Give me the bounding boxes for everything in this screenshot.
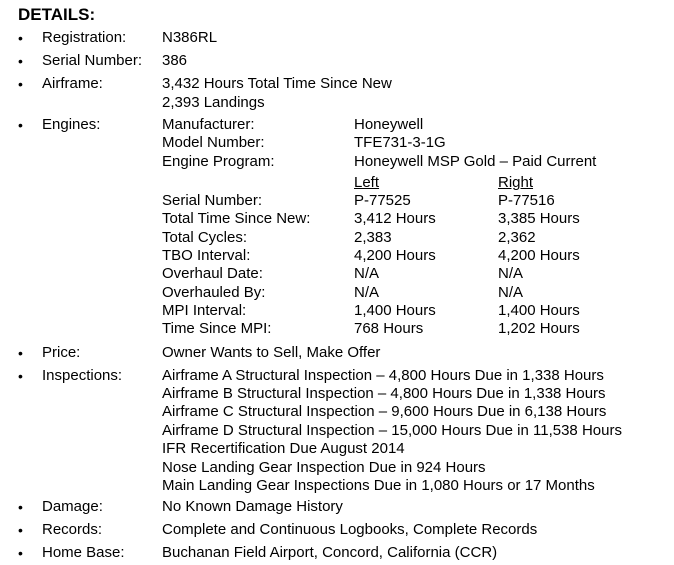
- row-label: Total Cycles:: [162, 229, 248, 246]
- bullet-icon: •: [18, 499, 23, 515]
- airframe-label: Airframe:: [42, 75, 103, 92]
- inspections-label: Inspections:: [42, 367, 123, 384]
- engine-program-value: Honeywell MSP Gold – Paid Current: [354, 153, 597, 170]
- engine-model-value: TFE731-3-1G: [354, 134, 446, 151]
- damage-label: Damage:: [42, 498, 103, 515]
- airframe-landings: 2,393 Landings: [162, 94, 265, 111]
- serial-number-label: Serial Number:: [42, 52, 143, 69]
- home-base-value: Buchanan Field Airport, Concord, California (CCR): [162, 544, 498, 561]
- registration-label: Registration:: [42, 29, 127, 46]
- engine-model-label: Model Number:: [162, 134, 265, 151]
- left-value: P-77525: [354, 192, 411, 209]
- bullet-icon: •: [18, 522, 23, 538]
- left-value: 1,400 Hours: [354, 302, 436, 319]
- right-value: 4,200 Hours: [498, 247, 580, 264]
- bullet-icon: •: [18, 345, 23, 361]
- bullet-icon: •: [18, 117, 23, 133]
- row-label: Total Time Since New:: [162, 210, 311, 227]
- inspection-line: Airframe C Structural Inspection – 9,600 Hours Due in 6,138 Hours: [162, 403, 607, 420]
- row-label: Time Since MPI:: [162, 320, 272, 337]
- price-label: Price:: [42, 344, 81, 361]
- row-label: MPI Interval:: [162, 302, 247, 319]
- left-engine-header: Left: [354, 174, 380, 191]
- left-value: 4,200 Hours: [354, 247, 436, 264]
- row-label: Overhauled By:: [162, 284, 266, 301]
- engine-manufacturer-value: Honeywell: [354, 116, 424, 133]
- inspection-line: Main Landing Gear Inspections Due in 1,080 Hours or 17 Months: [162, 477, 595, 494]
- left-value: 3,412 Hours: [354, 210, 436, 227]
- damage-value: No Known Damage History: [162, 498, 343, 515]
- records-label: Records:: [42, 521, 103, 538]
- engine-manufacturer-label: Manufacturer:: [162, 116, 255, 133]
- registration-value: N386RL: [162, 29, 218, 46]
- home-base-label: Home Base:: [42, 544, 125, 561]
- serial-number-value: 386: [162, 52, 188, 69]
- inspection-line: Airframe D Structural Inspection – 15,000 Hours Due in 11,538 Hours: [162, 422, 622, 439]
- inspection-line: Nose Landing Gear Inspection Due in 924 Hours: [162, 459, 486, 476]
- left-value: N/A: [354, 265, 380, 282]
- inspection-line: Airframe B Structural Inspection – 4,800 Hours Due in 1,338 Hours: [162, 385, 606, 402]
- bullet-icon: •: [18, 545, 23, 561]
- row-label: TBO Interval:: [162, 247, 251, 264]
- bullet-icon: •: [18, 53, 23, 69]
- inspection-line: IFR Recertification Due August 2014: [162, 440, 405, 457]
- right-value: 1,400 Hours: [498, 302, 580, 319]
- bullet-icon: •: [18, 76, 23, 92]
- left-value: N/A: [354, 284, 380, 301]
- bullet-icon: •: [18, 368, 23, 384]
- airframe-total-time: 3,432 Hours Total Time Since New: [162, 75, 392, 92]
- right-value: N/A: [498, 284, 524, 301]
- right-value: 2,362: [498, 229, 536, 246]
- right-value: N/A: [498, 265, 524, 282]
- engines-label: Engines:: [42, 116, 101, 133]
- engine-program-label: Engine Program:: [162, 153, 275, 170]
- right-value: P-77516: [498, 192, 555, 209]
- left-value: 768 Hours: [354, 320, 424, 337]
- left-value: 2,383: [354, 229, 392, 246]
- row-label: Serial Number:: [162, 192, 263, 209]
- row-label: Overhaul Date:: [162, 265, 263, 282]
- right-value: 3,385 Hours: [498, 210, 580, 227]
- bullet-icon: •: [18, 30, 23, 46]
- records-value: Complete and Continuous Logbooks, Complete Records: [162, 521, 538, 538]
- right-value: 1,202 Hours: [498, 320, 580, 337]
- details-heading: DETAILS:: [18, 5, 96, 24]
- right-engine-header: Right: [498, 174, 534, 191]
- inspection-line: Airframe A Structural Inspection – 4,800 Hours Due in 1,338 Hours: [162, 367, 604, 384]
- price-value: Owner Wants to Sell, Make Offer: [162, 344, 381, 361]
